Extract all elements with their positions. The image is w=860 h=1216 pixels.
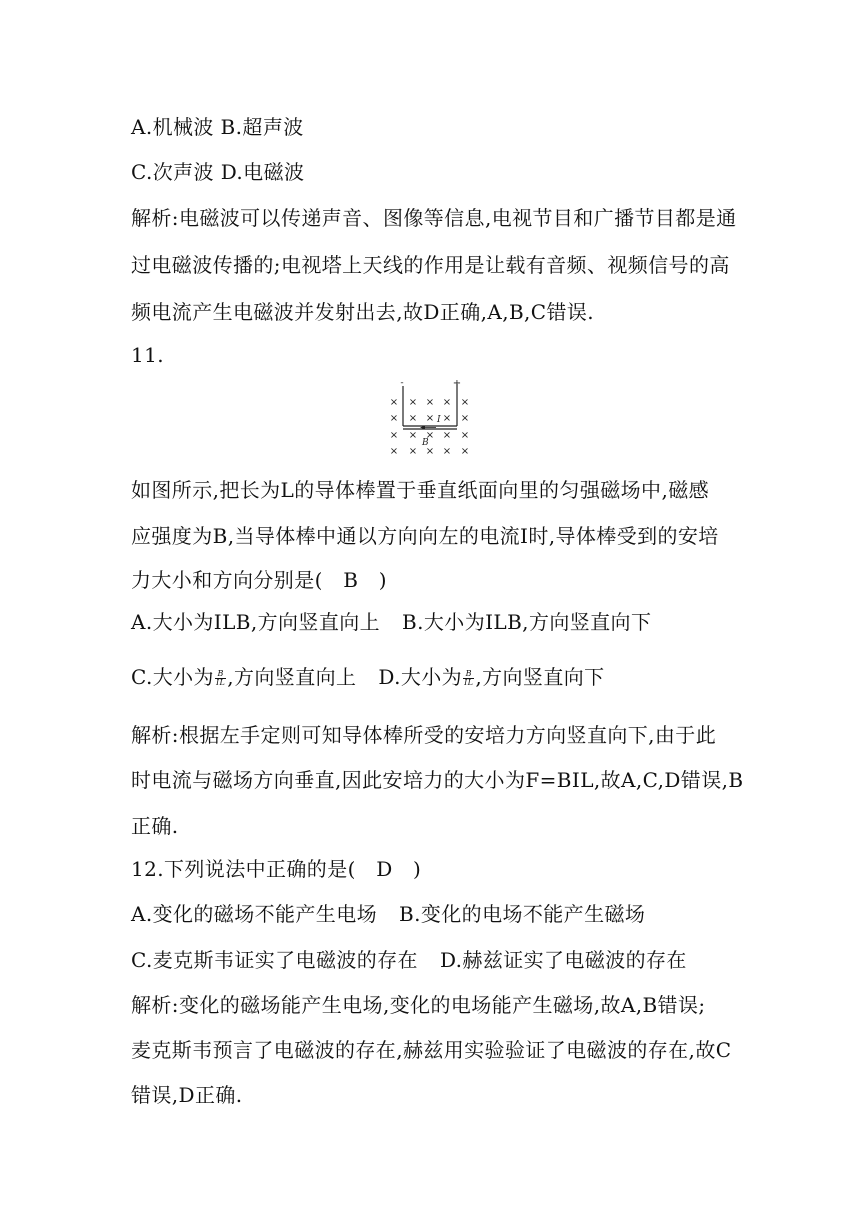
field-cross: × bbox=[408, 446, 418, 457]
field-cross: × bbox=[460, 446, 470, 457]
q12-analysis-line-1: 解析:变化的磁场能产生电场,变化的电场能产生磁场,故A,B错误; bbox=[131, 993, 706, 1017]
q10-analysis-line-3: 频电流产生电磁波并发射出去,故D正确,A,B,C错误. bbox=[131, 300, 595, 324]
field-cross: × bbox=[389, 446, 399, 457]
q11-stem-line-3: 力大小和方向分别是( B ) bbox=[131, 568, 387, 592]
q10-options-ab: A.机械波 B.超声波 bbox=[131, 115, 304, 139]
q12-option-a: A.变化的磁场不能产生电场 bbox=[131, 902, 378, 926]
field-cross: × bbox=[442, 446, 452, 457]
field-cross: × bbox=[425, 397, 435, 408]
q12-option-d: D.赫兹证实了电磁波的存在 bbox=[439, 948, 687, 972]
q11-analysis-line-2: 时电流与磁场方向垂直,因此安培力的大小为F=BIL,故A,C,D错误,B bbox=[131, 768, 744, 792]
q11-stem-line-2: 应强度为B,当导体棒中通以方向向左的电流I时,导体棒受到的安培 bbox=[131, 524, 719, 548]
fraction-b-over-il: $\frac{B}{IL}$ bbox=[464, 669, 474, 687]
field-cross: × bbox=[460, 430, 470, 441]
q12-option-c: C.麦克斯韦证实了电磁波的存在 bbox=[131, 948, 418, 972]
field-cross: × bbox=[442, 397, 452, 408]
q11-stem-line-1: 如图所示,把长为L的导体棒置于垂直纸面向里的匀强磁场中,磁感 bbox=[131, 478, 709, 502]
field-cross: × bbox=[408, 430, 418, 441]
q11-options-cd bbox=[131, 663, 605, 691]
q11-option-a: A.大小为ILB,方向竖直向上 bbox=[131, 610, 381, 634]
q10-analysis-line-1: 解析:电磁波可以传递声音、图像等信息,电视节目和广播节目都是通 bbox=[131, 206, 737, 230]
q12-option-b: B.变化的电场不能产生磁场 bbox=[399, 902, 646, 926]
field-cross: × bbox=[425, 446, 435, 457]
magnetic-field-diagram bbox=[386, 380, 476, 460]
field-cross: × bbox=[389, 413, 399, 424]
q12-stem: 12.下列说法中正确的是( D ) bbox=[131, 857, 422, 881]
fraction-b-over-il: $\frac{B}{IL}$ bbox=[215, 669, 226, 687]
plus-terminal: + bbox=[452, 380, 462, 389]
q10-analysis-line-2: 过电磁波传播的;电视塔上天线的作用是让载有音频、视频信号的高 bbox=[131, 253, 730, 277]
q12-analysis-line-2: 麦克斯韦预言了电磁波的存在,赫兹用实验验证了电磁波的存在,故C bbox=[131, 1038, 732, 1062]
q11-option-c: C.大小为 $\frac{B}{IL}$ ,方向竖直向上 bbox=[131, 665, 357, 689]
field-cross: × bbox=[460, 397, 470, 408]
field-label: B bbox=[422, 438, 429, 448]
q11-option-b: B.大小为ILB,方向竖直向下 bbox=[402, 610, 652, 634]
q11-option-d: D.大小为 $\frac{B}{IL}$ ,方向竖直向下 bbox=[378, 665, 605, 689]
field-cross: × bbox=[425, 430, 435, 441]
field-cross: × bbox=[408, 413, 418, 424]
field-cross: × bbox=[442, 413, 452, 424]
q12-options-cd bbox=[131, 946, 687, 974]
field-cross: × bbox=[408, 397, 418, 408]
q11-options-ab bbox=[131, 608, 651, 636]
minus-terminal: - bbox=[400, 380, 404, 388]
q12-options-ab bbox=[131, 900, 645, 928]
current-label: I bbox=[437, 415, 441, 425]
field-cross: × bbox=[425, 413, 435, 424]
q12-analysis-line-3: 错误,D正确. bbox=[131, 1083, 243, 1107]
field-cross: × bbox=[389, 430, 399, 441]
q10-options-cd: C.次声波 D.电磁波 bbox=[131, 160, 305, 184]
field-cross: × bbox=[442, 430, 452, 441]
q11-number: 11. bbox=[131, 343, 165, 367]
q11-analysis-line-1: 解析:根据左手定则可知导体棒所受的安培力方向竖直向下,由于此 bbox=[131, 723, 717, 747]
q11-analysis-line-3: 正确. bbox=[131, 814, 179, 838]
field-cross: × bbox=[389, 397, 399, 408]
field-cross: × bbox=[460, 413, 470, 424]
